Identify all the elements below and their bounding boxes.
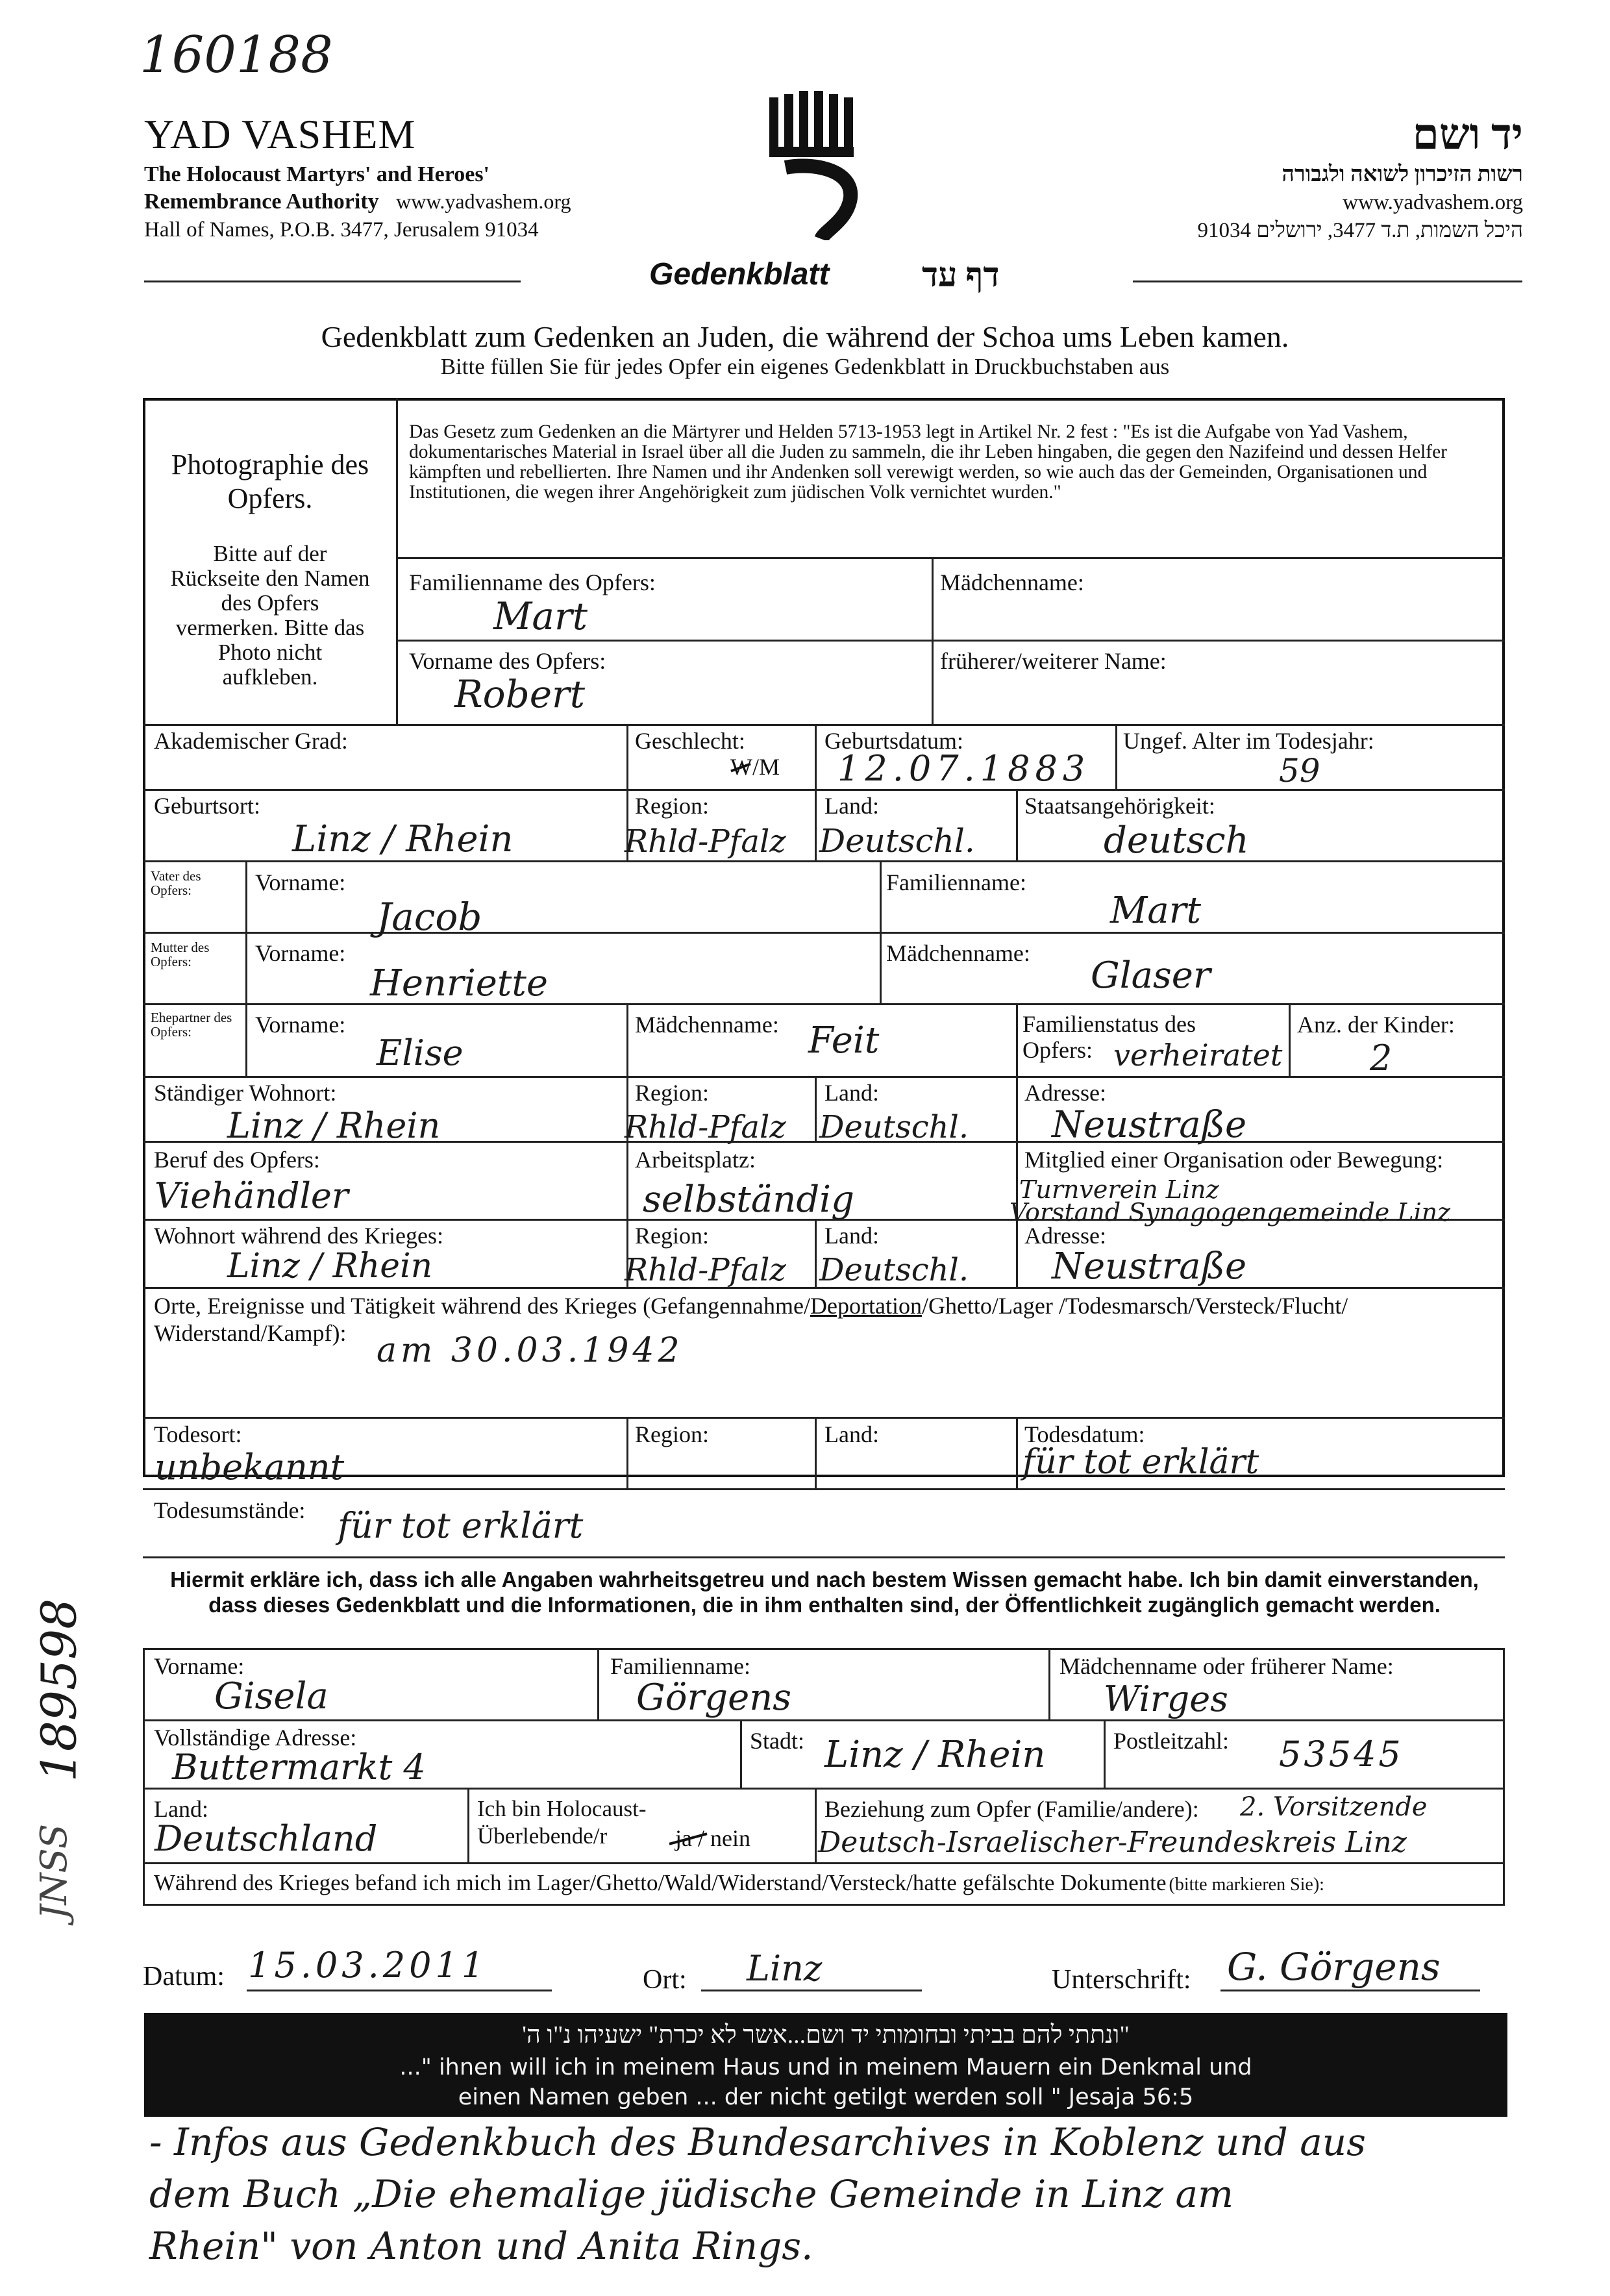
verse-banner: [144, 2013, 1507, 2117]
wartime-label: Wohnort während des Krieges:: [154, 1223, 443, 1249]
survivor-label: Ich bin Holocaust-Überlebende/r: [477, 1796, 647, 1849]
law-text: Das Gesetz zum Gedenken an die Märtyrer und Helden 5713-1953 legt in Artikel Nr. 2 fest : "Es ist die Aufgabe von Yad Vashem, dokumentarisches Material in Israel über all die Juden zu sammeln, die ihr Leben hingaben, die gegen den Nazifeind und dessen Helfer kämpften und rebellierten. Ihre Namen und ihr Andenken soll verewigt werden, so wie auch das der Gemeinden, Organisationen und Institutionen, die wegen ihrer Angehörigkeit zum jüdischen Volk vernichtet wurden.": [409, 421, 1447, 503]
membership-value-2: Vorstand Synagogengemeinde Linz: [1009, 1198, 1451, 1227]
father-surname-label: Familienname:: [886, 869, 1026, 895]
photo-box-instruction: Bitte auf der Rückseite den Namen des Opfers vermerken. Bitte das Photo nicht aufkleben.: [170, 541, 370, 690]
spouse-maiden-label: Mädchenname:: [635, 1012, 779, 1038]
submitter-surname-label: Familienname:: [610, 1653, 750, 1679]
death-place: unbekannt: [155, 1447, 345, 1488]
form-title: Gedenkblatt: [649, 257, 830, 292]
spouse-firstname-label: Vorname:: [255, 1012, 346, 1038]
residence-country-label: Land:: [824, 1080, 879, 1106]
residence-region: Rhld-Pfalz: [625, 1109, 786, 1145]
archive-number: 160188: [140, 26, 333, 84]
submitter-address-label: Vollständige Adresse:: [154, 1725, 357, 1751]
hebrew-website: www.yadvashem.org: [1343, 191, 1523, 214]
victim-surname-label: Familienname des Opfers:: [409, 569, 656, 595]
victim-maiden-label: Mädchenname:: [940, 569, 1084, 595]
birth-region-label: Region:: [635, 793, 709, 819]
date-label: Datum:: [143, 1962, 225, 1991]
photo-box-title: Photographie des Opfers.: [171, 449, 369, 514]
residence-value: Linz / Rhein: [227, 1105, 441, 1146]
submitter-maiden-label: Mädchenname oder früherer Name:: [1059, 1653, 1394, 1679]
menorah-logo-icon: [763, 91, 860, 240]
mother-firstname: Henriette: [370, 962, 549, 1004]
org-subtitle-2: Remembrance Authority: [144, 190, 379, 214]
father-firstname-label: Vorname:: [255, 869, 346, 895]
signature-label: Unterschrift:: [1052, 1965, 1191, 1995]
degree-label: Akademischer Grad:: [154, 728, 348, 754]
workplace-value: selbständig: [643, 1179, 854, 1221]
spouse-status: verheiratet: [1113, 1038, 1283, 1073]
spouse-status-label: Familienstatus des Opfers:: [1022, 1011, 1196, 1063]
victim-other-name-label: früherer/weiterer Name:: [940, 648, 1167, 674]
age-value: 59: [1279, 752, 1320, 790]
header-left: [144, 110, 571, 242]
banner-line-2: einen Namen geben ... der nicht getilgt werden soll " Jesaja 56:5: [458, 2084, 1194, 2110]
wartime-region: Rhld-Pfalz: [625, 1252, 786, 1288]
spouse-row-label: Ehepartner des Opfers:: [151, 1010, 232, 1040]
submitter-city-label: Stadt:: [750, 1728, 805, 1754]
events-label-deportation: Deportation: [810, 1293, 922, 1319]
workplace-label: Arbeitsplatz:: [635, 1147, 756, 1173]
nationality-label: Staatsangehörigkeit:: [1024, 793, 1215, 819]
occupation-value: Viehändler: [155, 1175, 349, 1216]
death-region-label: Region:: [635, 1421, 709, 1447]
events-value: am 30.03.1942: [377, 1331, 684, 1370]
wartime-country-label: Land:: [824, 1223, 879, 1249]
birthplace-value: Linz / Rhein: [292, 818, 514, 860]
org-name: YAD VASHEM: [144, 111, 416, 157]
wartime-region-label: Region:: [635, 1223, 709, 1249]
hebrew-address: היכל השמות, ת.ד 3477, ירושלים 91034: [1197, 219, 1523, 242]
submitter-surname: Görgens: [636, 1677, 792, 1719]
father-firstname: Jacob: [377, 895, 482, 939]
intro-heading: Gedenkblatt zum Gedenken an Juden, die während der Schoa ums Leben kamen.: [321, 320, 1289, 353]
victim-firstname: Robert: [454, 672, 586, 716]
submitter-wartime: [154, 1870, 1324, 1896]
submitter-zip: 53545: [1279, 1734, 1404, 1775]
submitter-firstname-label: Vorname:: [154, 1653, 245, 1679]
submitter-firstname: Gisela: [214, 1675, 328, 1717]
spouse-firstname: Elise: [377, 1032, 464, 1073]
banner-line-1: ..." ihnen will ich in meinem Haus und in meinem Mauern ein Denkmal und: [399, 2054, 1252, 2080]
membership-label: Mitglied einer Organisation oder Bewegung:: [1024, 1147, 1444, 1173]
side-note: JNSS: [33, 1823, 76, 1920]
signature-row: [143, 1941, 1506, 2000]
death-date-label: Todesdatum:: [1024, 1421, 1145, 1447]
org-website: www.yadvashem.org: [396, 190, 571, 213]
residence-country: Deutschl.: [819, 1109, 969, 1145]
photo-box: [145, 448, 395, 690]
gender-label: Geschlecht:: [635, 728, 745, 754]
footer-note-2: dem Buch „Die ehemalige jüdische Gemeinde in Linz am: [149, 2172, 1234, 2216]
events-label: [154, 1292, 1348, 1347]
submitter-address: Buttermarkt 4: [172, 1747, 426, 1788]
submitter-wartime-hint: (bitte markieren Sie):: [1169, 1875, 1324, 1895]
age-label: Ungef. Alter im Todesjahr:: [1123, 728, 1374, 754]
yad-vashem-logo: [763, 91, 860, 240]
birthdate-value: 12.07.1883: [837, 748, 1091, 789]
occupation-label: Beruf des Opfers:: [154, 1147, 320, 1173]
father-surname: Mart: [1110, 890, 1201, 932]
org-address: Hall of Names, P.O.B. 3477, Jerusalem 91034: [144, 218, 539, 242]
events-label-a: Orte, Ereignisse und Tätigkeit während des Krieges (Gefangennahme/: [154, 1293, 810, 1319]
submitter-maiden: Wirges: [1104, 1678, 1228, 1719]
relation-label: Beziehung zum Opfer (Familie/andere):: [824, 1796, 1199, 1822]
residence-address: Neustraße: [1052, 1104, 1247, 1146]
children-value: 2: [1370, 1038, 1393, 1079]
death-country-label: Land:: [824, 1421, 879, 1447]
wartime-country: Deutschl.: [819, 1252, 969, 1288]
header-right: [1104, 110, 1523, 243]
birth-country-label: Land:: [824, 793, 879, 819]
side-number: 189598: [31, 1598, 88, 1782]
wartime-address-label: Adresse:: [1024, 1223, 1106, 1249]
submitter-wartime-label: Während des Krieges befand ich mich im Lager/Ghetto/Wald/Widerstand/Versteck/hatte gefälschte Dokumente: [154, 1870, 1167, 1895]
residence-address-label: Adresse:: [1024, 1080, 1106, 1106]
spouse-maiden: Feit: [808, 1019, 880, 1062]
mother-maiden: Glaser: [1091, 955, 1211, 997]
events-label-d: Widerstand/Kampf):: [154, 1320, 347, 1346]
form-title-hebrew: דף עד: [922, 257, 1000, 294]
relation-value-1: 2. Vorsitzende: [1240, 1792, 1428, 1822]
birthdate-label: Geburtsdatum:: [824, 728, 963, 754]
birthplace-label: Geburtsort:: [154, 793, 260, 819]
banner-hebrew: "ונתתי להם בביתי ובחומותי יד ושם...אשר לא יכרת" ישעיהו נ"ו ה': [522, 2021, 1130, 2049]
footer-note-1: - Infos aus Gedenkbuch des Bundesarchives in Koblenz und aus: [149, 2120, 1366, 2164]
residence-label: Ständiger Wohnort:: [154, 1080, 337, 1106]
intro-subheading: Bitte füllen Sie für jedes Opfer ein eigenes Gedenkblatt in Druckbuchstaben aus: [440, 354, 1170, 379]
place-label: Ort:: [643, 1965, 687, 1995]
mother-maiden-label: Mädchenname:: [886, 940, 1030, 966]
nationality-value: deutsch: [1104, 819, 1249, 862]
residence-region-label: Region:: [635, 1080, 709, 1106]
victim-surname: Mart: [493, 594, 588, 638]
father-row-label: Vater des Opfers:: [151, 868, 201, 898]
survivor-options: ja / nein: [675, 1825, 750, 1851]
membership-value-1: Turnverein Linz: [1019, 1175, 1219, 1204]
hebrew-subtitle: רשות הזיכרון לשואה ולגבורה: [1282, 162, 1523, 186]
submitter-country-label: Land:: [154, 1796, 208, 1822]
submitter-city: Linz / Rhein: [824, 1734, 1046, 1776]
footer-note-3: Rhein" von Anton und Anita Rings.: [149, 2224, 813, 2268]
wartime-address: Neustraße: [1052, 1245, 1247, 1288]
birth-region-value: Rhld-Pfalz: [625, 823, 786, 860]
children-label: Anz. der Kinder:: [1297, 1012, 1455, 1038]
gender-value: W/M: [730, 754, 780, 780]
declaration: Hiermit erkläre ich, dass ich alle Angaben wahrheitsgetreu und nach bestem Wissen gemacht habe. Ich bin damit einverstanden, dass dieses Gedenkblatt und die Informationen, die in ihm enthalten sind, der Öffentlichkeit zugänglich gemacht werden.: [170, 1567, 1479, 1617]
relation-value-2: Deutsch-Israelischer-Freundeskreis Linz: [818, 1826, 1407, 1859]
death-date: für tot erklärt: [1022, 1443, 1259, 1482]
mother-firstname-label: Vorname:: [255, 940, 346, 966]
hebrew-name: יד ושם: [1412, 111, 1523, 158]
death-circumstances: für tot erklärt: [338, 1505, 584, 1546]
date-value: 15.03.2011: [248, 1945, 488, 1986]
death-place-label: Todesort:: [154, 1421, 242, 1447]
submitter-zip-label: Postleitzahl:: [1113, 1728, 1229, 1754]
submitter-country: Deutschland: [155, 1818, 378, 1859]
mother-row-label: Mutter des Opfers:: [151, 940, 210, 969]
events-label-c: /Ghetto/Lager /Todesmarsch/Versteck/Flucht/: [921, 1293, 1348, 1319]
place-value: Linz: [747, 1948, 823, 1989]
signature-value: G. Görgens: [1227, 1945, 1441, 1989]
wartime-value: Linz / Rhein: [227, 1247, 433, 1286]
org-subtitle-1: The Holocaust Martyrs' and Heroes': [144, 162, 489, 186]
birth-country-value: Deutschl.: [819, 822, 975, 860]
victim-firstname-label: Vorname des Opfers:: [409, 648, 606, 674]
death-circumstances-label: Todesumstände:: [154, 1497, 306, 1523]
